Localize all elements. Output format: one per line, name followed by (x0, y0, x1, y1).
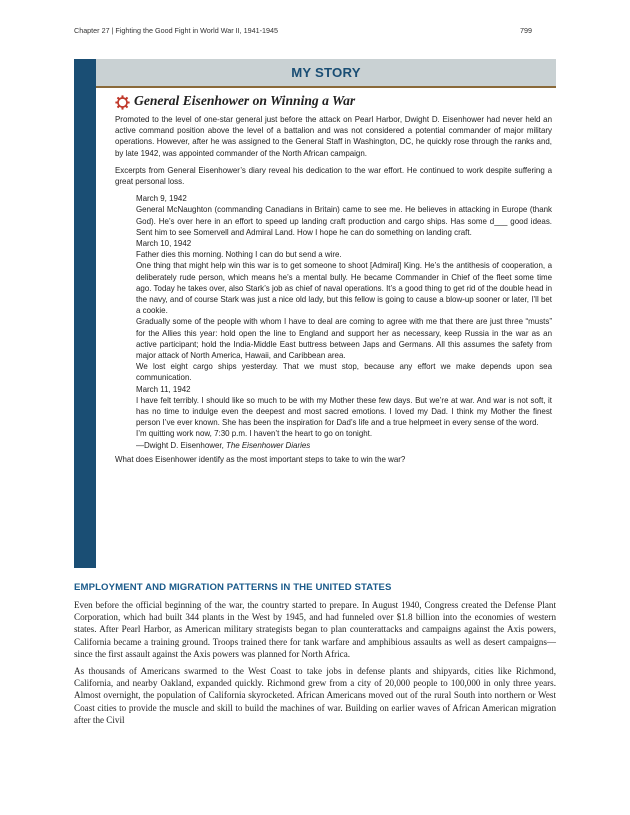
body-paragraph: As thousands of Americans swarmed to the West Coast to take jobs in defense plants and shipyards, cities like Richmond, California, and nearby Oakland, expanded quickly. Richmond grew from a city of 20,000 people to 100,000 in only three years. Almost overnight, the population of California skyrocketed. African Americans moved out of the rural South into northern or West Coast cities to provide the muscle and skill to build the machines of war. Building on earlier waves of African American migration after the Civil (74, 666, 556, 725)
diary-entry: I’m quitting work now, 7:30 p.m. I haven’t the heart to go on tonight. (136, 429, 373, 439)
story-side-bar (74, 59, 96, 568)
diary-entry: We lost eight cargo ships yesterday. That we must stop, because any effort we make depends upon sea communication. (136, 362, 552, 383)
diary-date: March 10, 1942 (136, 239, 192, 249)
diary-entry: One thing that might help win this war is to get someone to shoot [Admiral] King. He’s the antithesis of cooperation, a deliberately rude person, which means he’s a mental bully. He became Commander in Chief of the fleet some time ago. Today he takes over, also Stark’s job as chief of naval operations. It’s a good thing to get rid of the double head in the navy, and of course Stark was just a nice old lady, but this fellow is going to cause a blow-up sooner or later, I’ll bet a cookie. (136, 261, 552, 316)
diary-entry: Gradually some of the people with whom I have to deal are coming to agree with me that there are just three “musts” for the Allies this year: hold open the line to England and support her as necessary, keep Russia in the war as an active participant; hold the India-Middle East buttress between Japs and Germans. All this assumes the safety from major attack of North America, Hawaii, and Caribbean area. (136, 317, 552, 361)
story-title: General Eisenhower on Winning a War (134, 93, 356, 108)
page-number: 799 (520, 26, 532, 35)
story-heading: MY STORY (96, 59, 556, 86)
section-heading: EMPLOYMENT AND MIGRATION PATTERNS IN THE UNITED STATES (74, 582, 392, 593)
diary-date: March 11, 1942 (136, 384, 191, 394)
my-story-box (74, 59, 556, 568)
attribution-prefix: —Dwight D. Eisenhower, (136, 440, 226, 450)
diary-entry: Father dies this morning. Nothing I can do but send a wire. (136, 250, 342, 260)
diary-attribution (136, 440, 552, 451)
chapter-header: Chapter 27 | Fighting the Good Fight in World War II, 1941-1945 (74, 26, 279, 35)
attribution-source: The Eisenhower Diaries (226, 440, 311, 450)
diary-excerpt (136, 193, 552, 451)
running-header (74, 26, 532, 38)
excerpt-intro: Excerpts from General Eisenhower’s diary reveal his dedication to the war effort. He continued to work despite suffering a great personal loss. (115, 165, 552, 187)
body-paragraph: Even before the official beginning of the war, the country started to prepare. In August 1940, Congress created the Defense Plant Corporation, which had built 344 plants in the West by 1945, and had funneled over $1.8 billion into the economies of western states. After Pearl Harbor, as American military strategists began to plan counterattacks and campaigns against the Axis powers, California became a training ground. Troops trained there for tank warfare and amphibious assaults as well as desert campaigns—since the first assault against the Axis powers was planned for North Africa. (74, 600, 556, 659)
section-body (74, 599, 556, 731)
story-heading-rule (96, 86, 556, 88)
gear-icon (115, 95, 130, 110)
story-intro: Promoted to the level of one-star general just before the attack on Pearl Harbor, Dwight D. Eisenhower had never held an active command position above the level of a battalion and was not considered a potential commander of major military operations. However, after he was assigned to the General Staff in Washington, DC, he quickly rose through the ranks and, by late 1942, was appointed commander of the North African campaign. (115, 115, 552, 158)
story-question: What does Eisenhower identify as the most important steps to take to win the war? (115, 454, 406, 464)
story-subtitle (115, 92, 552, 114)
diary-entry: I have felt terribly. I should like so much to be with my Mother these few days. But we’re at war. And war is not soft, it has no time to indulge even the deepest and most sacred emotions. I loved my Dad. I think my Mother the finest person I’ve ever known. She has been the inspiration for Dad’s life and a true helpmeet in every sense of the word. (136, 395, 552, 428)
story-content (115, 92, 552, 473)
diary-date: March 9, 1942 (136, 194, 187, 204)
diary-entry: General McNaughton (commanding Canadians in Britain) came to see me. He believes in attacking in Europe (thank God). He’s over here in an effort to speed up landing craft production and cargo ships. Has some d___ good ideas. Sent him to see Somervell and Admiral Land. How I hope he can do something on landing craft. (136, 205, 552, 237)
